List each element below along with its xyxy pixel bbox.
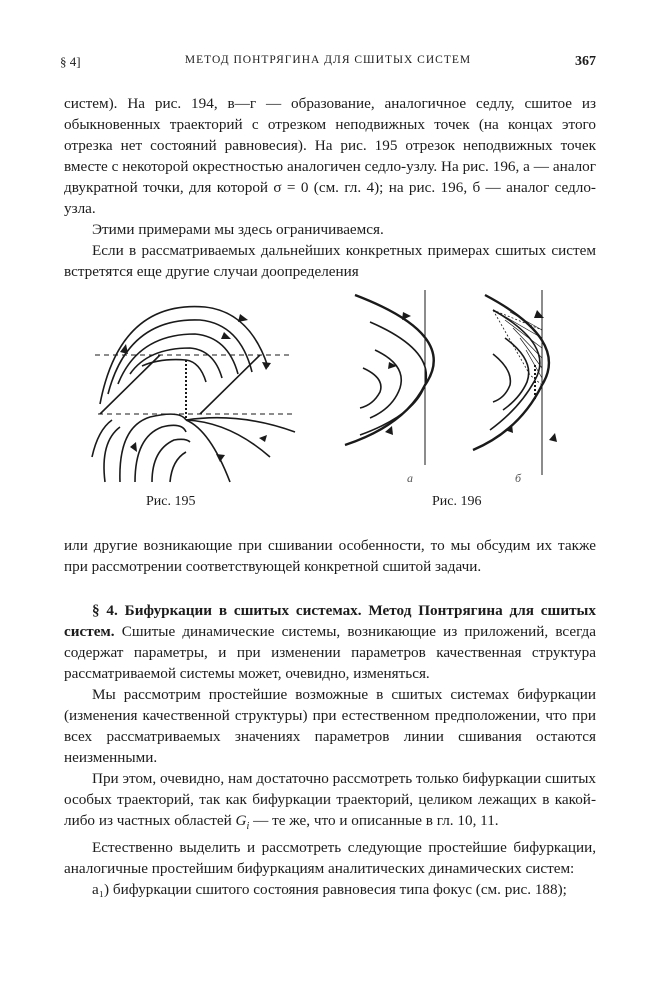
symbol-g: G [235,812,247,829]
fig196a-curve-3 [370,350,401,418]
page-number: 367 [575,54,596,69]
fig196b-arrow-3 [549,433,557,442]
fig195-curve-low-4 [186,420,230,482]
text-block-top [64,93,596,282]
section-paragraph-2: Мы рассмотрим простейшие возможные в сшитых системах бифуркации (изменения качественной структуры) при естественном предположении, что при всех рассматриваемых значениях параметров линии сшивания остаются неизменными. [64,686,596,766]
figure-196-caption: Рис. 196 [432,494,482,509]
section-4-first-paragraph [64,600,596,684]
section-p3-after: — те же, что и описанные в гл. 10, 11. [253,812,499,829]
figure-195 [90,292,300,482]
fig196a-curve-4 [360,368,381,408]
fig195-arrow-2 [221,332,231,339]
fig195-arrow-4 [262,362,271,370]
section-p1-rest: Сшитые динамические системы, возникающие из приложений, всегда содержат параметры, и при изменении параметров качественная структура рассматриваемой системы может, очевидно, изменяться. [64,623,597,682]
list-item-a1-text: бифуркации сшитого состояния равновесия типа фокус (см. рис. 188); [112,881,567,899]
fig196a-curve-2 [360,322,426,435]
fig195-curve-low-6 [186,418,295,432]
fig196a-arrow-3 [388,362,397,369]
paragraph-examples: Этими примерами мы здесь ограничиваемся. [92,221,384,238]
paragraph-after-figures: или другие возникающие при сшивании особенности, то мы обсудим их также при рассмотрении соответствующей конкретной сшитой задачи. [64,537,596,575]
fig195-arrow-7 [259,435,267,442]
fig195-diagonal-right [200,355,260,414]
symbol-g-subscript: i [246,821,250,833]
fig195-curve-low-9 [170,452,186,482]
fig195-curve-low-2 [135,425,186,482]
fig195-arc-4 [130,348,222,378]
running-title: МЕТОД ПОНТРЯГИНА ДЛЯ СШИТЫХ СИСТЕМ [184,54,472,66]
figure-196 [345,290,590,485]
fig195-arrow-6 [216,454,225,462]
fig196-label-a: а [407,471,413,485]
section-4 [64,600,596,900]
section-mark: § 4] [60,54,81,69]
fig196a-arrow-1 [402,312,411,320]
fig195-arc-5 [142,360,206,382]
section-title: § 4. Бифуркации в сшитых системах. Метод Понтрягина для сшитых систем. [64,602,596,640]
running-header [60,54,596,72]
fig196b-curve-3 [503,338,529,410]
list-item-a1-label: a₁) [92,881,110,899]
list-item-a1 [64,879,596,900]
fig196b-curve-4 [493,354,510,402]
fig195-arrow-1 [238,314,248,322]
figure-195-drawing [90,292,300,482]
figure-195-caption: Рис. 195 [146,494,196,509]
fig196-label-b: б [515,471,522,485]
paragraph-continuation: систем). На рис. 194, в—г — образование, аналогичное седлу, сшитое из обыкновенных траекторий с отрезком неподвижных точек (на концах этого отрезка нет состояний равновесия). На рис. 195 отрезок неподвижных точек вместе с некоторой окрестностью аналогичен седло-узлу. На рис. 196, а — аналог двукратной точки, для которой σ = 0 (см. гл. 4); на рис. 196, б — аналог седло-узла. [64,95,596,217]
fig195-curve-low-5 [186,420,270,457]
section-paragraph-3 [64,768,596,837]
section-paragraph-4: Естественно выделить и рассмотреть следующие простейшие бифуркации, аналогичные простейшим бифуркациям аналитических динамических систем: [64,839,596,878]
paragraph-intro: Если в рассматриваемых дальнейших конкретных примерах сшитых систем встретятся еще другие случаи доопределения [64,242,596,280]
figure-196-drawing [345,290,590,485]
text-block-after-figures [64,535,596,577]
fig195-curve-low-7 [104,427,120,482]
fig195-curve-low-8 [92,420,112,457]
section-p3-before: При этом, очевидно, нам достаточно рассмотреть только бифуркации сшитых особых траекторий, так как бифуркации траекторий, целиком лежащих в какой-либо из частных областей [64,770,596,829]
fig195-arrow-5 [130,442,137,452]
